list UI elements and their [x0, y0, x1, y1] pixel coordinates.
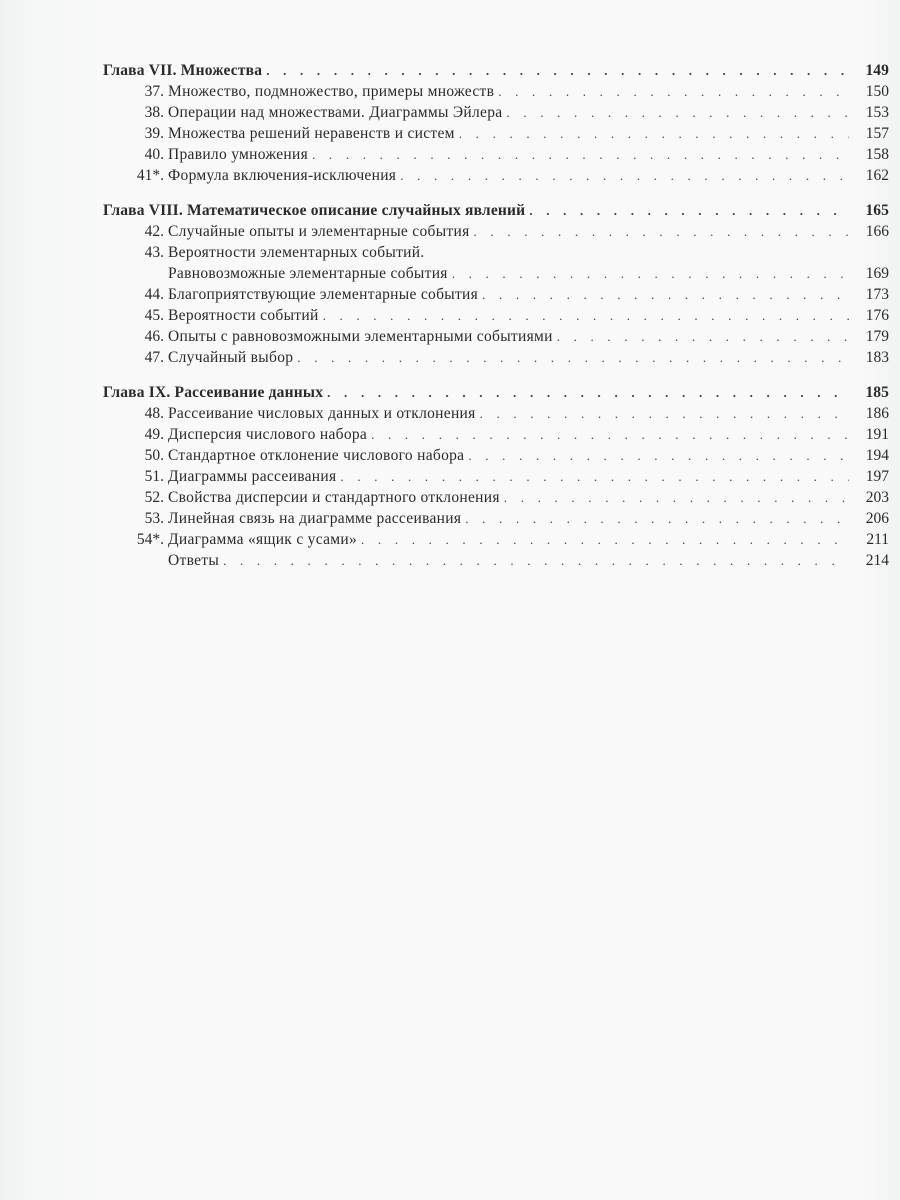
toc-entry[interactable]: [103, 403, 889, 424]
chapter-title: Глава VII. Множества: [103, 62, 263, 79]
page-number: 203: [865, 489, 889, 506]
section-title: Опыты с равновозможными элементарными событиями: [168, 328, 553, 345]
toc-entry[interactable]: [103, 81, 889, 102]
page-number: 158: [865, 146, 889, 163]
page-number: 179: [865, 328, 889, 345]
section-number: 52.: [144, 489, 164, 506]
section-title: Ответы: [168, 552, 220, 569]
section-title: Случайный выбор: [168, 349, 294, 366]
dot-leader: [498, 81, 849, 102]
toc-entry[interactable]: [103, 347, 889, 368]
chapter-viii: [103, 200, 889, 368]
page-number: 153: [865, 104, 889, 121]
section-number: 39.: [144, 125, 164, 142]
toc-entry-answers[interactable]: [103, 550, 889, 571]
section-number: 43.: [144, 244, 164, 261]
dot-leader: [474, 221, 849, 242]
chapter-ix: [103, 382, 889, 571]
section-title: Множество, подмножество, примеры множеств: [168, 83, 495, 100]
section-number: 42.: [144, 223, 164, 240]
page-number: 150: [865, 83, 889, 100]
toc-entry[interactable]: [103, 529, 889, 550]
toc-entry[interactable]: [103, 424, 889, 445]
section-title: Линейная связь на диаграмме рассеивания: [168, 510, 462, 527]
toc-entry[interactable]: [103, 123, 889, 144]
toc-entry[interactable]: [103, 508, 889, 529]
page-number: 206: [865, 510, 889, 527]
section-number: 37.: [144, 83, 164, 100]
section-title: Диаграммы рассеивания: [168, 468, 337, 485]
dot-leader: [468, 445, 849, 466]
dot-leader: [266, 60, 849, 81]
section-number: 44.: [144, 286, 164, 303]
page-number: 191: [865, 426, 889, 443]
chapter-heading[interactable]: [103, 382, 889, 403]
section-number: 48.: [144, 405, 164, 422]
section-number: 45.: [144, 307, 164, 324]
toc-entry[interactable]: [103, 221, 889, 242]
dot-leader: [452, 263, 849, 284]
section-title: Случайные опыты и элементарные события: [168, 223, 470, 240]
dot-leader: [327, 382, 849, 403]
page-number: 194: [865, 447, 889, 464]
page-number: 149: [865, 62, 889, 79]
section-number: 51.: [144, 468, 164, 485]
page-number: 197: [865, 468, 889, 485]
chapter-heading[interactable]: [103, 200, 889, 221]
section-number: 40.: [144, 146, 164, 163]
chapter-title: Глава IX. Рассеивание данных: [103, 384, 324, 401]
dot-leader: [323, 305, 849, 326]
page-number: 214: [865, 552, 889, 569]
page-number: 165: [865, 202, 889, 219]
dot-leader: [506, 102, 849, 123]
chapter-title: Глава VIII. Математическое описание случайных явлений: [103, 202, 526, 219]
section-number: 38.: [144, 104, 164, 121]
section-number: 53.: [144, 510, 164, 527]
section-number: 46.: [144, 328, 164, 345]
chapter-vii: [103, 60, 889, 186]
page-number: 211: [866, 531, 889, 548]
section-number: 50.: [144, 447, 164, 464]
toc-entry[interactable]: [103, 466, 889, 487]
dot-leader: [312, 144, 849, 165]
toc-entry[interactable]: [103, 102, 889, 123]
section-title-continuation: Равновозможные элементарные события: [168, 265, 448, 282]
section-number: 47.: [144, 349, 164, 366]
toc-entry[interactable]: [103, 487, 889, 508]
section-title: Операции над множествами. Диаграммы Эйлера: [168, 104, 503, 121]
page-number: 183: [865, 349, 889, 366]
section-number: 41*.: [136, 167, 164, 184]
toc-entry[interactable]: [103, 445, 889, 466]
dot-leader: [465, 508, 849, 529]
page-number: 186: [865, 405, 889, 422]
toc-entry[interactable]: [103, 284, 889, 305]
toc-entry[interactable]: [103, 165, 889, 186]
dot-leader: [340, 466, 849, 487]
toc-entry-continuation[interactable]: [103, 263, 889, 284]
section-title: Вероятности событий: [168, 307, 319, 324]
section-number: 49.: [144, 426, 164, 443]
section-number: 54*.: [136, 531, 164, 548]
page-number: 157: [865, 125, 889, 142]
section-title: Дисперсия числового набора: [168, 426, 368, 443]
section-title: Диаграмма «ящик с усами»: [168, 531, 358, 548]
dot-leader: [482, 284, 849, 305]
section-title: Рассеивание числовых данных и отклонения: [168, 405, 476, 422]
dot-leader: [480, 403, 849, 424]
dot-leader: [557, 326, 849, 347]
section-title: Свойства дисперсии и стандартного отклонения: [168, 489, 500, 506]
toc-entry[interactable]: [103, 144, 889, 165]
toc-entry[interactable]: [103, 305, 889, 326]
page-number: 173: [865, 286, 889, 303]
dot-leader: [504, 487, 849, 508]
dot-leader: [223, 550, 849, 571]
toc-entry-first-line[interactable]: [103, 242, 889, 263]
section-title: Правило умножения: [168, 146, 309, 163]
table-of-contents: [103, 60, 889, 585]
dot-leader: [297, 347, 849, 368]
page-number: 162: [865, 167, 889, 184]
chapter-heading[interactable]: [103, 60, 889, 81]
page-number: 176: [865, 307, 889, 324]
dot-leader: [459, 123, 849, 144]
section-title: Стандартное отклонение числового набора: [168, 447, 465, 464]
dot-leader: [361, 529, 849, 550]
page-number: 166: [865, 223, 889, 240]
section-title: Вероятности элементарных событий.: [168, 244, 425, 261]
toc-entry[interactable]: [103, 326, 889, 347]
section-title: Благоприятствующие элементарные события: [168, 286, 479, 303]
section-title: Формула включения-исключения: [168, 167, 397, 184]
page-number: 185: [865, 384, 889, 401]
dot-leader: [529, 200, 849, 221]
page-number: 169: [865, 265, 889, 282]
dot-leader: [400, 165, 849, 186]
section-title: Множества решений неравенств и систем: [168, 125, 455, 142]
dot-leader: [371, 424, 849, 445]
